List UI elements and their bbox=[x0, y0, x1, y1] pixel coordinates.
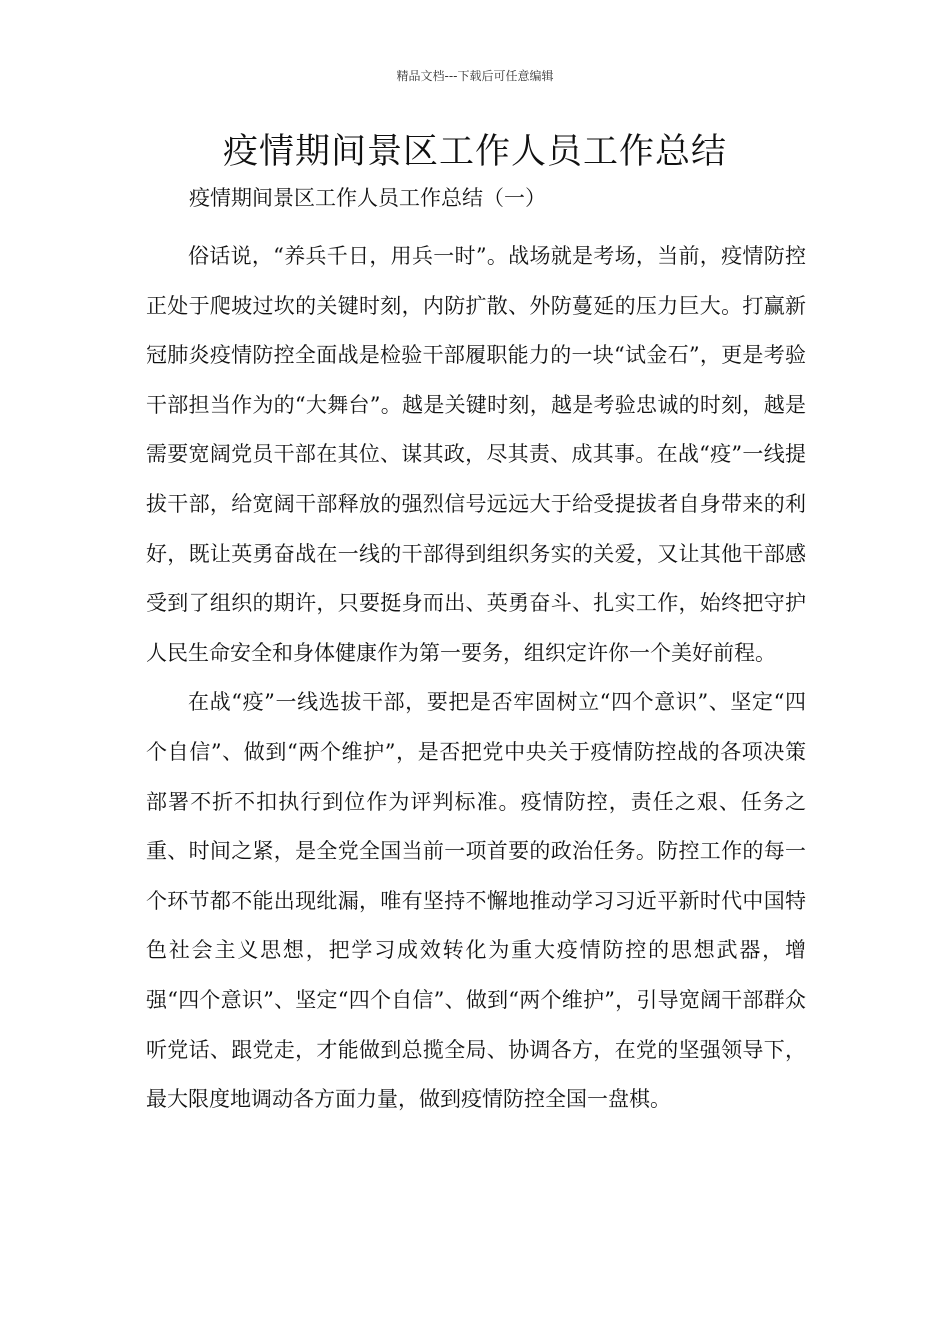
document-subtitle: 疫情期间景区工作人员工作总结（一） bbox=[189, 186, 546, 210]
paragraph: 俗话说，“养兵千日，用兵一时”。战场就是考场，当前，疫情防控正处于爬坡过坎的关键时刻，内防扩散、外防蔓延的压力巨大。打赢新冠肺炎疫情防控全面战是检验干部履职能力的一块“试金石”，更是考验干部担当作为的“大舞台”。越是关键时刻，越是考验忠诚的时刻，越是需要宽阔党员干部在其位、谋其政，尽其责、成其事。在战“疫”一线提拔干部，给宽阔干部释放的强烈信号远远大于给受提拔者自身带来的利好，既让英勇奋战在一线的干部得到组织务实的关爱，又让其他干部感受到了组织的期许，只要挺身而出、英勇奋斗、扎实工作，始终把守护人民生命安全和身体健康作为第一要务，组织定许你一个美好前程。 bbox=[146, 244, 806, 665]
paragraph: 在战“疫”一线选拔干部，要把是否牢固树立“四个意识”、坚定“四个自信”、做到“两个维护”，是否把党中央关于疫情防控战的各项决策部署不折不扣执行到位作为评判标准。疫情防控，责任之艰、任务之重、时间之紧，是全党全国当前一项首要的政治任务。防控工作的每一个环节都不能出现纰漏，唯有坚持不懈地推动学习习近平新时代中国特色社会主义思想，把学习成效转化为重大疫情防控的思想武器，增强“四个意识”、坚定“四个自信”、做到“两个维护”，引导宽阔干部群众听党话、跟党走，才能做到总揽全局、协调各方，在党的坚强领导下，最大限度地调动各方面力量，做到疫情防控全国一盘棋。 bbox=[146, 690, 806, 1112]
document-title: 疫情期间景区工作人员工作总结 bbox=[222, 132, 727, 172]
header-watermark: 精品文档---下载后可任意编辑 bbox=[396, 69, 554, 83]
document-body bbox=[146, 232, 806, 1125]
